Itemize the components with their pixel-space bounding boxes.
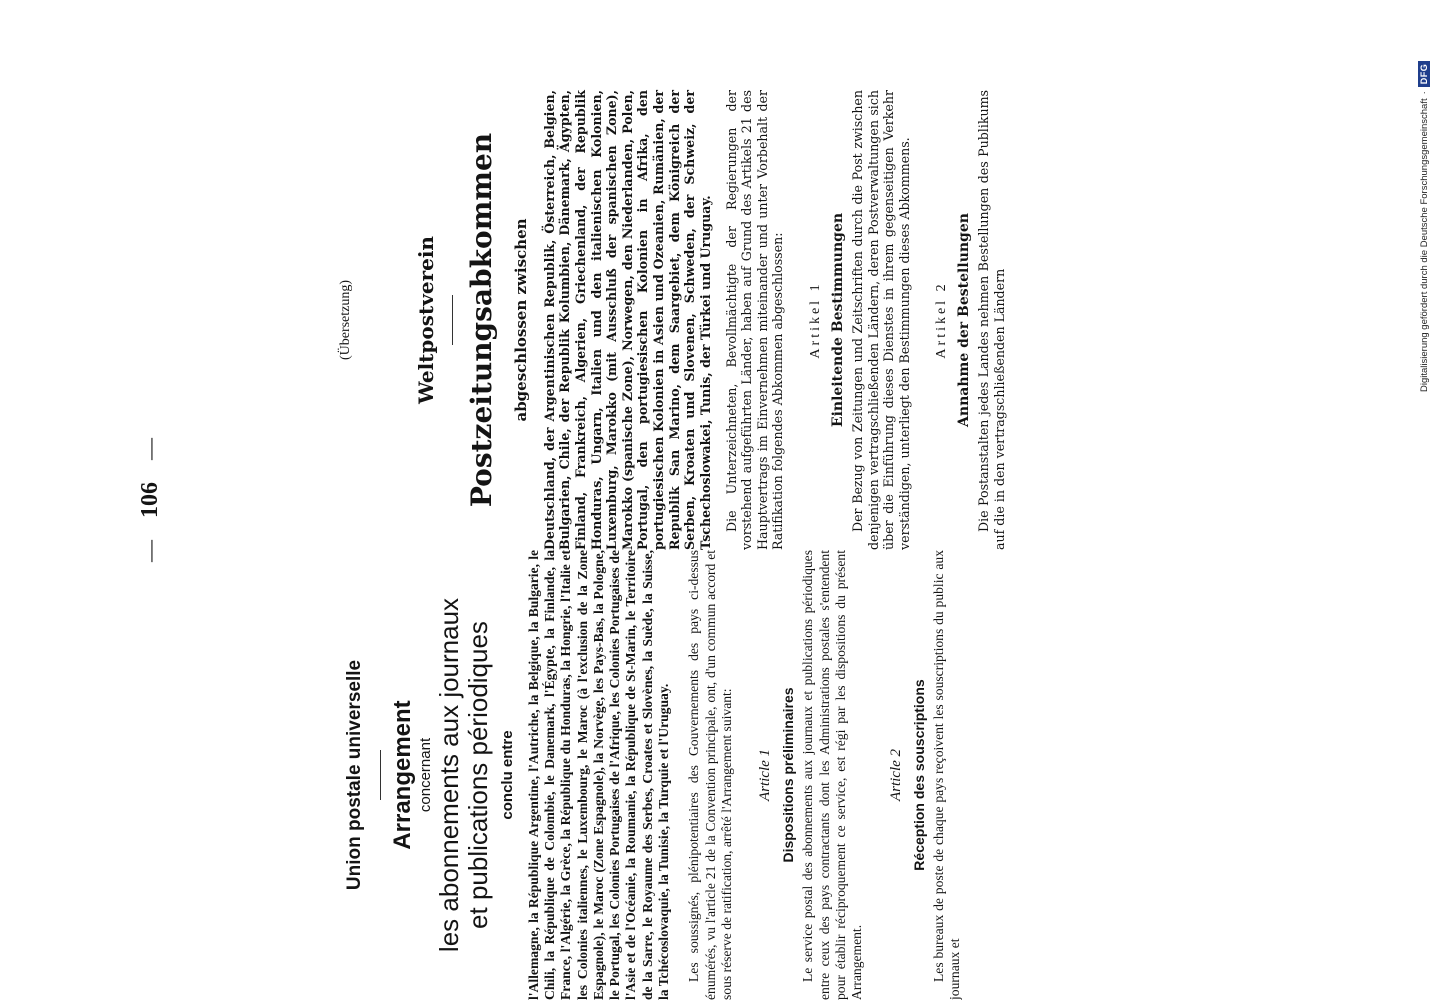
german-column — [330, 90, 1090, 550]
fr-subject-line2: et publications périodiques — [463, 621, 494, 929]
fr-parties-paragraph: l'Allemagne, la République Argentine, l'Autriche, la Belgique, la Bulgarie, le Chili, la République de Colombie, le Danemark, l'Égypte, la Finlande, la France, l'Algérie, la Grèce, la République du Honduras, la Hongrie, l'Italie et les Colonies italiennes, le Luxembourg, le Maroc (à l'exclusion de la Zone Espagnole), le Maroc (Zone Espagnole), la Norvège, les Pays-Bas, la Pologne, le Portugal, les Colonies Portugaises de l'Afrique, les Colonies Portugaises de l'Asie et de l'Océanie, la Roumanie, la République de St-Marin, le Territoire de la Sarre, le Royaume des Serbes, Croates et Slovènes, la Suède, la Suisse, la Tchécoslovaquie, la Tunisie, la Turquie et l'Uruguay. — [525, 550, 672, 1000]
fr-divider — [380, 750, 381, 800]
de-abgeschlossen-zwischen: abgeschlossen zwischen — [511, 218, 530, 422]
digitization-note-text: Digitalisierung gefördert durch die Deutsche Forschungsgemeinschaft — [1418, 98, 1430, 392]
dfg-separator: · — [1418, 91, 1430, 95]
de-article2-title: Annahme der Bestellungen — [956, 213, 973, 427]
page-number-dash-right: — — [137, 438, 162, 460]
page-number-block — [130, 0, 170, 1000]
fr-article2-title: Réception des souscriptions — [910, 679, 927, 871]
page-number: 106 — [136, 482, 163, 518]
de-article1-label: Artikel 1 — [807, 281, 823, 359]
fr-article1-text: Le service postal des abonnements aux journaux et publications périodiques entre ceux des pays contractants dont les Administrations postales s'entendent pour établir réciproquement ce service, est régi par les dispositions du présent Arrangement. — [800, 550, 865, 1000]
digitization-notice — [1414, 0, 1434, 1000]
fr-arrangement-heading: Arrangement — [389, 700, 416, 850]
de-parties-paragraph: Deutschland, der Argentinischen Republik, Österreich, Belgien, Bulgarien, Chile, der Republik Kolumbien, Dänemark, Ägypten, Finland, Frankreich, Algerien, Griechenland, der Republik Honduras, Ungarn, Italien und den italienischen Kolonien, Luxemburg, Marokko (mit Ausschluß der spanischen Zone), Marokko (spanische Zone), Norwegen, den Niederlanden, Polen, Portugal, den portugiesischen Kolonien in Afrika, den portugiesischen Kolonien in Asien und Ozeanien, Rumänien, der Republik San Marino, dem Saargebiet, dem Königreich der Serben, Kroaten und Slovenen, Schweden, der Schweiz, der Tschechoslowakei, Tunis, der Türkei und Uruguay. — [541, 90, 713, 550]
de-article1-text: Der Bezug von Zeitungen und Zeitschriften durch die Post zwischen denjenigen vertragschließenden Ländern, deren Postverwaltungen sich über die Einführung dieses Dienstes in ihrem gegenseitigen Verkehr verständigen, unterliegt den Bestimmungen dieses Abkommens. — [849, 90, 912, 550]
fr-conclu-entre: conclu entre — [498, 730, 516, 820]
french-column — [330, 550, 1090, 1000]
dfg-logo: DFG — [1418, 61, 1430, 88]
fr-preamble-paragraph: Les soussignés, plénipotentiaires des Gouvernements des pays ci-dessus énumérés, vu l'article 21 de la Convention principale, ont, d'un commun accord et sous réserve de ratification, arrêté l'Arrangement suivant: — [686, 550, 735, 1000]
page-number-dash-left: — — [137, 540, 162, 562]
de-article1-title: Einleitende Bestimmungen — [829, 212, 846, 428]
fr-article1-title: Dispositions préliminaires — [780, 687, 797, 863]
de-article2-label: Artikel 2 — [934, 281, 950, 359]
fr-article2-label: Article 2 — [887, 748, 904, 802]
fr-article1-label: Article 1 — [757, 748, 774, 802]
fr-article2-text: Les bureaux de poste de chaque pays reçoivent les souscriptions du public aux journaux et — [930, 550, 962, 1000]
de-article2-text: Die Postanstalten jedes Landes nehmen Bestellungen des Publikums auf die in den vertragschließenden Ländern — [976, 90, 1007, 550]
fr-union-heading: Union postale universelle — [344, 659, 365, 891]
fr-subject-line1: les abonnements aux journaux — [434, 597, 464, 953]
de-title-heading: Postzeitungsabkommen — [465, 132, 498, 508]
de-preamble-paragraph: Die Unterzeichneten, Bevollmächtigte der Regierungen der vorstehend aufgeführten Länder, haben auf Grund des Artikels 21 des Hauptvertrags im Einvernehmen miteinander und unter Vorbehalt der Ratifikation folgendes Abkommen abgeschlossen: — [723, 90, 786, 550]
de-divider — [452, 295, 453, 345]
de-uebersetzung: (Übersetzung) — [338, 279, 353, 361]
fr-concernant: concernant — [417, 737, 434, 813]
de-weltpostverein-heading: Weltpostverein — [414, 236, 438, 404]
